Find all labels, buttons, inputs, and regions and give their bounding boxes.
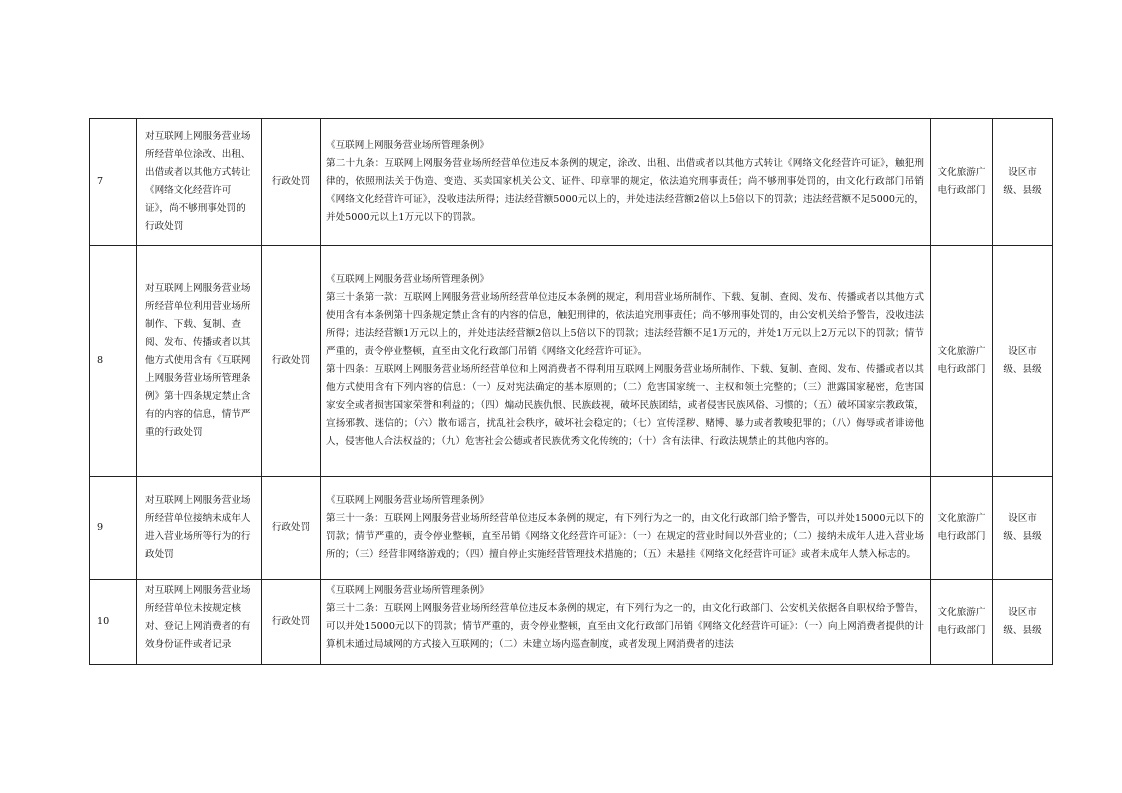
item-type: 行政处罚 bbox=[262, 246, 321, 477]
basis-title: 《互联网上网服务营业场所管理条例》 bbox=[326, 140, 490, 151]
department: 文化旅游广电行政部门 bbox=[931, 119, 993, 246]
jurisdiction-level: 设区市级、县级 bbox=[993, 119, 1053, 246]
table-row bbox=[90, 246, 1053, 477]
item-name: 对互联网上网服务营业场所经营单位利用营业场所制作、下载、复制、查阅、发布、传播或者以其他方式使用含有《互联网上网服务营业场所管理条例》第十四条规定禁止含有的内容的信息，情节严重的行政处罚 bbox=[137, 246, 262, 477]
basis-title: 《互联网上网服务营业场所管理条例》 bbox=[326, 274, 490, 285]
basis-title: 《互联网上网服务营业场所管理条例》 bbox=[326, 585, 490, 596]
legal-basis bbox=[321, 119, 931, 246]
row-number: 9 bbox=[90, 477, 137, 580]
department: 文化旅游广电行政部门 bbox=[931, 246, 993, 477]
row-number: 10 bbox=[90, 580, 137, 665]
jurisdiction-level: 设区市级、县级 bbox=[993, 246, 1053, 477]
department: 文化旅游广电行政部门 bbox=[931, 580, 993, 665]
basis-paragraph: 第二十九条：互联网上网服务营业场所经营单位违反本条例的规定，涂改、出租、出借或者以其他方式转让《网络文化经营许可证》，触犯刑律的，依照刑法关于伪造、变造、买卖国家机关公文、证件、印章罪的规定，依法追究刑事责任；尚不够刑事处罚的，由文化行政部门吊销《网络文化经营许可证》，没收违法所得；违法经营额5000元以上的，并处违法经营额2倍以上5倍以下的罚款；违法经营额不足5000元的，并处5000元以上1万元以下的罚款。 bbox=[326, 158, 924, 223]
basis-paragraph: 第十四条：互联网上网服务营业场所经营单位和上网消费者不得利用互联网上网服务营业场所制作、下载、复制、查阅、发布、传播或者以其他方式使用含有下列内容的信息：（一）反对宪法确定的基本原则的；（二）危害国家统一、主权和领土完整的；（三）泄露国家秘密，危害国家安全或者损害国家荣誉和利益的；（四）煽动民族仇恨、民族歧视，破坏民族团结，或者侵害民族风俗、习惯的；（五）破坏国家宗教政策，宣扬邪教、迷信的；（六）散布谣言，扰乱社会秩序，破坏社会稳定的；（七）宣传淫秽、赌博、暴力或者教唆犯罪的；（八）侮辱或者诽谤他人，侵害他人合法权益的；（九）危害社会公德或者民族优秀文化传统的；（十）含有法律、行政法规禁止的其他内容的。 bbox=[326, 364, 924, 447]
basis-clip bbox=[326, 582, 924, 662]
item-cell bbox=[137, 580, 262, 665]
item-name: 对互联网上网服务营业场所经营单位涂改、出租、出借或者以其他方式转让《网络文化经营许可证》，尚不够刑事处罚的行政处罚 bbox=[137, 119, 262, 246]
row-number: 8 bbox=[90, 246, 137, 477]
jurisdiction-level: 设区市级、县级 bbox=[993, 580, 1053, 665]
item-type: 行政处罚 bbox=[262, 477, 321, 580]
enforcement-table bbox=[89, 118, 1053, 665]
table-row bbox=[90, 580, 1053, 665]
legal-basis bbox=[321, 246, 931, 477]
basis-title: 《互联网上网服务营业场所管理条例》 bbox=[326, 495, 490, 506]
item-name: 对互联网上网服务营业场所经营单位接纳未成年人进入营业场所等行为的行政处罚 bbox=[137, 477, 262, 580]
basis-paragraph: 第三十二条：互联网上网服务营业场所经营单位违反本条例的规定，有下列行为之一的，由文化行政部门、公安机关依据各自职权给予警告，可以并处15000元以下的罚款；情节严重的，责令停业整顿，直至由文化行政部门吊销《网络文化经营许可证》：（一）向上网消费者提供的计算机未通过局域网的方式接入互联网的；（二）未建立场内巡查制度，或者发现上网消费者的违法 bbox=[326, 603, 924, 650]
basis-paragraph: 第三十一条：互联网上网服务营业场所经营单位违反本条例的规定，有下列行为之一的，由文化行政部门给予警告，可以并处15000元以下的罚款；情节严重的，责令停业整顿，直至吊销《网络文化经营许可证》：（一）在规定的营业时间以外营业的；（二）接纳未成年人进入营业场所的；（三）经营非网络游戏的；（四）擅自停止实施经营管理技术措施的；（五）未悬挂《网络文化经营许可证》或者未成年人禁入标志的。 bbox=[326, 513, 924, 560]
table-row bbox=[90, 477, 1053, 580]
legal-basis bbox=[321, 477, 931, 580]
item-name: 对互联网上网服务营业场所经营单位未按规定核对、登记上网消费者的有效身份证件或者记录 bbox=[145, 585, 251, 650]
item-type: 行政处罚 bbox=[262, 119, 321, 246]
department: 文化旅游广电行政部门 bbox=[931, 477, 993, 580]
basis-paragraph: 第三十条第一款：互联网上网服务营业场所经营单位违反本条例的规定，利用营业场所制作、下载、复制、查阅、发布、传播或者以其他方式使用含有本条例第十四条规定禁止含有的内容的信息，触犯刑律的，依法追究刑事责任；尚不够刑事处罚的，由公安机关给予警告，没收违法所得；违法经营额1万元以上的，并处违法经营额2倍以上5倍以下的罚款；违法经营额不足1万元的，并处1万元以上2万元以下的罚款；情节严重的，责令停业整顿，直至由文化行政部门吊销《网络文化经营许可证》。 bbox=[326, 292, 924, 357]
row-number: 7 bbox=[90, 119, 137, 246]
legal-basis bbox=[321, 580, 931, 665]
table-row bbox=[90, 119, 1053, 246]
jurisdiction-level: 设区市级、县级 bbox=[993, 477, 1053, 580]
item-type: 行政处罚 bbox=[262, 580, 321, 665]
